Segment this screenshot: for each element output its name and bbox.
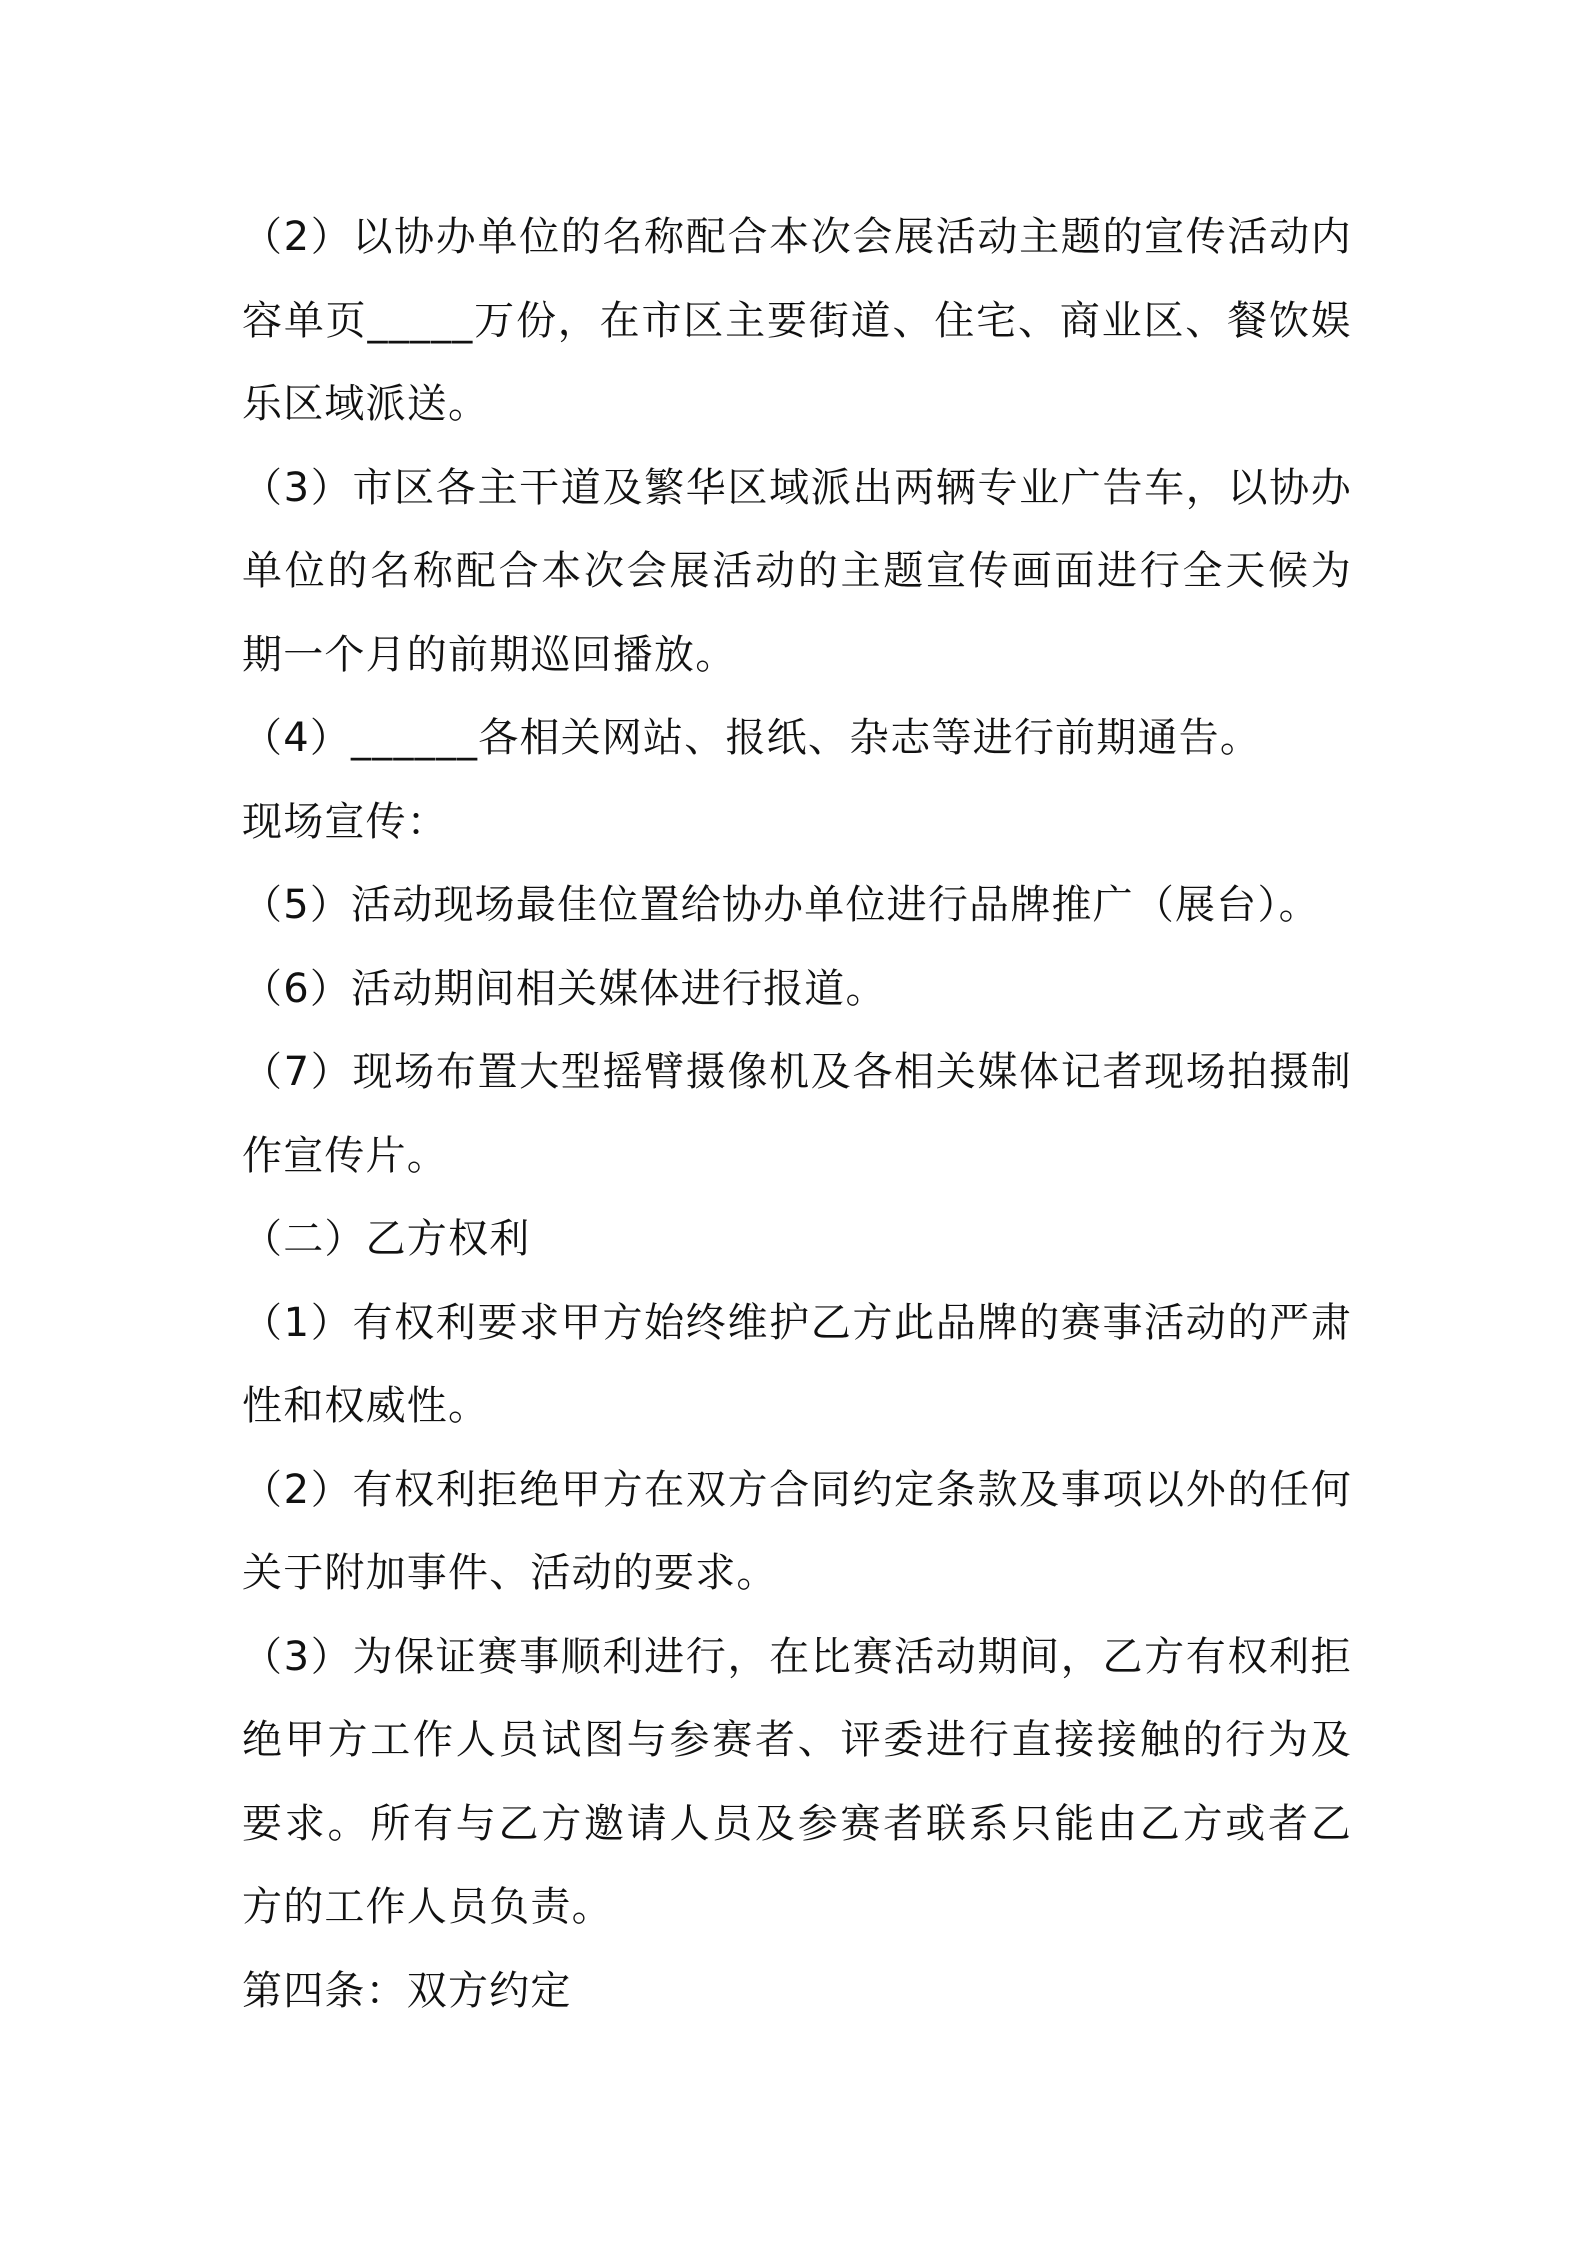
paragraph-brand-booth: （5）活动现场最佳位置给协办单位进行品牌推广（展台）。 [242, 882, 1320, 928]
paragraph-media-notice: （4）______各相关网站、报纸、杂志等进行前期通告。 [242, 715, 1262, 761]
article-heading-4: 第四条：双方约定 [242, 1967, 572, 2014]
paragraph-right-2: （2）有权利拒绝甲方在双方合同约定条款及事项以外的任何关于附加事件、活动的要求。 [242, 1466, 1352, 1596]
paragraph-ad-vehicles: （3）市区各主干道及繁华区域派出两辆专业广告车，以协办单位的名称配合本次会展活动的主题宣传画面进行全天候为期一个月的前期巡回播放。 [242, 464, 1352, 678]
paragraph-right-3: （3）为保证赛事顺利进行，在比赛活动期间，乙方有权利拒绝甲方工作人员试图与参赛者、评委进行直接接触的行为及要求。所有与乙方邀请人员及参赛者联系只能由乙方或者乙方的工作人员负责。 [242, 1633, 1352, 1930]
section-heading-party-b-rights: （二）乙方权利 [242, 1216, 531, 1262]
paragraph-video-filming: （7）现场布置大型摇臂摄像机及各相关媒体记者现场拍摄制作宣传片。 [242, 1049, 1352, 1179]
paragraph-right-1: （1）有权利要求甲方始终维护乙方此品牌的赛事活动的严肃性和权威性。 [242, 1299, 1352, 1429]
paragraph-promo-leaflets: （2）以协办单位的名称配合本次会展活动主题的宣传活动内容单页_____万份，在市区主要街道、住宅、商业区、餐饮娱乐区域派送。 [242, 214, 1352, 427]
paragraph-media-coverage: （6）活动期间相关媒体进行报道。 [242, 965, 887, 1012]
document-body [242, 196, 1352, 2033]
section-heading-onsite-promotion: 现场宣传： [242, 798, 448, 845]
